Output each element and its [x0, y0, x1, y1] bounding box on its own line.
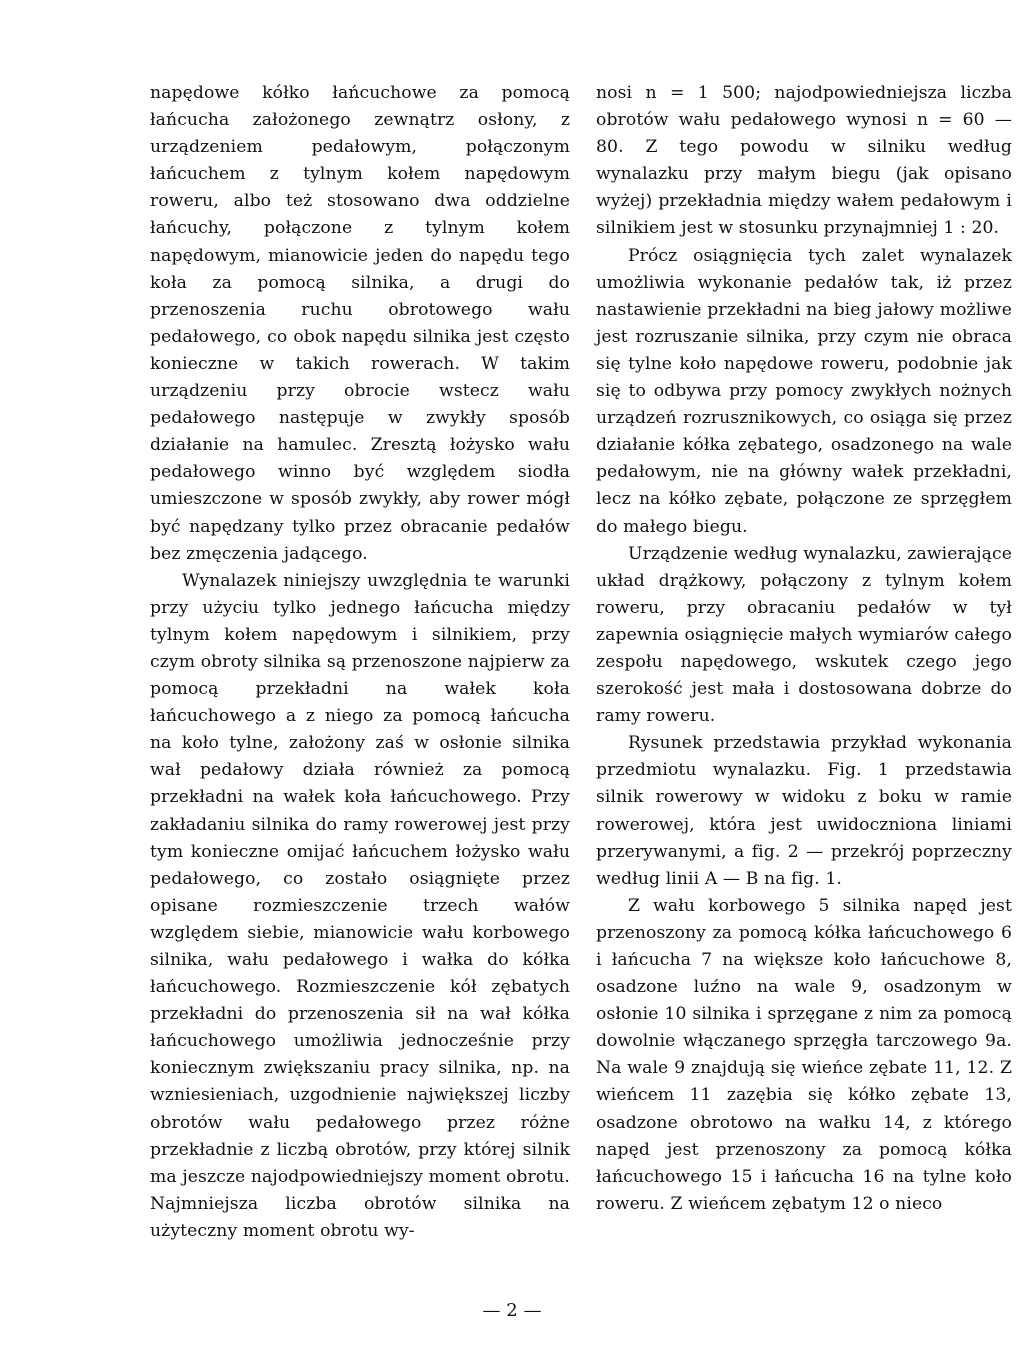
paragraph: Urządzenie według wynalazku, zawierające układ drążkowy, połączony z tylnym kołem roweru, przy obracaniu pedałów w tył zapewnia osiągnięcie małych wymiarów całego zespołu napędowego, wskutek czego jego szerokość jest mała i dostosowana dobrze do ramy roweru.: [596, 543, 1012, 727]
page-number: — 2 —: [482, 1300, 542, 1321]
paragraph: nosi n = 1 500; najodpowiedniejsza liczba obrotów wału pedałowego wynosi n = 60 — 80. Z tego powodu w silniku według wynalazku przy małym biegu (jak opisano wyżej) przekładnia między wałem pedałowym i silnikiem jest w stosunku przynajmniej 1 : 20.: [596, 83, 1012, 239]
paragraph: Z wału korbowego 5 silnika napęd jest przenoszony za pomocą kółka łańcuchowego 6 i łańcucha 7 na większe koło łańcuchowe 8, osadzone luźno na wale 9, osadzonym w osłonie 10 silnika i sprzęgane z nim za pomocą dowolnie włączanego sprzęgła tarczowego 9a. Na wale 9 znajdują się wieńce zębate 11, 12. Z wieńcem 11 zazębia się kółko zębate 13, osadzone obrotowo na wałku 14, z którego napęd jest przenoszony za pomocą kółka łańcuchowego 15 i łańcucha 16 na tylne koło roweru. Z wieńcem zębatym 12 o nieco: [596, 895, 1012, 1214]
paragraph: Prócz osiągnięcia tych zalet wynalazek umożliwia wykonanie pedałów tak, iż przez nastawienie przekładni na bieg jałowy możliwe jest rozruszanie silnika, przy czym nie obraca się tylne koło napędowe roweru, podobnie jak się to odbywa przy pomocy zwykłych nożnych urządzeń rozrusznikowych, co osiąga się przez działanie kółka zębatego, osadzonego na wale pedałowym, nie na główny wałek przekładni, lecz na kółko zębate, połączone ze sprzęgłem do małego biegu.: [596, 245, 1012, 537]
paragraph: napędowe kółko łańcuchowe za pomocą łańcucha założonego zewnątrz osłony, z urządzeniem pedałowym, połączonym łańcuchem z tylnym kołem napędowym roweru, albo też stosowano dwa oddzielne łańcuchy, połączone z tylnym kołem napędowym, mianowicie jeden do napędu tego koła za pomocą silnika, a drugi do przenoszenia ruchu obrotowego wału pedałowego, co obok napędu silnika jest często konieczne w takich rowerach. W takim urządzeniu przy obrocie wstecz wału pedałowego następuje w zwykły sposób działanie na hamulec. Zresztą łożysko wału pedałowego winno być względem siodła umieszczone w sposób zwykły, aby rower mógł być napędzany tylko przez obracanie pedałów bez zmęczenia jadącego.: [150, 83, 570, 564]
paragraph: Wynalazek niniejszy uwzględnia te warunki przy użyciu tylko jednego łańcucha między tylnym kołem napędowym i silnikiem, przy czym obroty silnika są przenoszone najpierw za pomocą przekładni na wałek koła łańcuchowego a z niego za pomocą łańcucha na koło tylne, założony zaś w osłonie silnika wał pedałowy działa również za pomocą przekładni na wałek koła łańcuchowego. Przy zakładaniu silnika do ramy rowerowej jest przy tym konieczne omijać łańcuchem łożysko wału pedałowego, co zostało osiągnięte przez opisane rozmieszczenie trzech wałów względem siebie, mianowicie wału korbowego silnika, wału pedałowego i wałka do kółka łańcuchowego. Rozmieszczenie kół zębatych przekładni do przenoszenia sił na wał kółka łańcuchowego umożliwia jednocześnie przy koniecznym zwiększaniu pracy silnika, np. na wzniesieniach, uzgodnienie największej liczby obrotów wału pedałowego przez różne przekładnie z liczbą obrotów, przy której silnik ma jeszcze najodpowiedniejszy moment obrotu. Najmniejsza liczba obrotów silnika na użyteczny moment obrotu wy-: [150, 570, 570, 1241]
paragraph: Rysunek przedstawia przykład wykonania przedmiotu wynalazku. Fig. 1 przedstawia silnik rowerowy w widoku z boku w ramie rowerowej, która jest uwidoczniona liniami przerywanymi, a fig. 2 — przekrój poprzeczny według linii A — B na fig. 1.: [596, 733, 1012, 889]
right-column: [596, 80, 1012, 1218]
left-column: [150, 80, 570, 1245]
